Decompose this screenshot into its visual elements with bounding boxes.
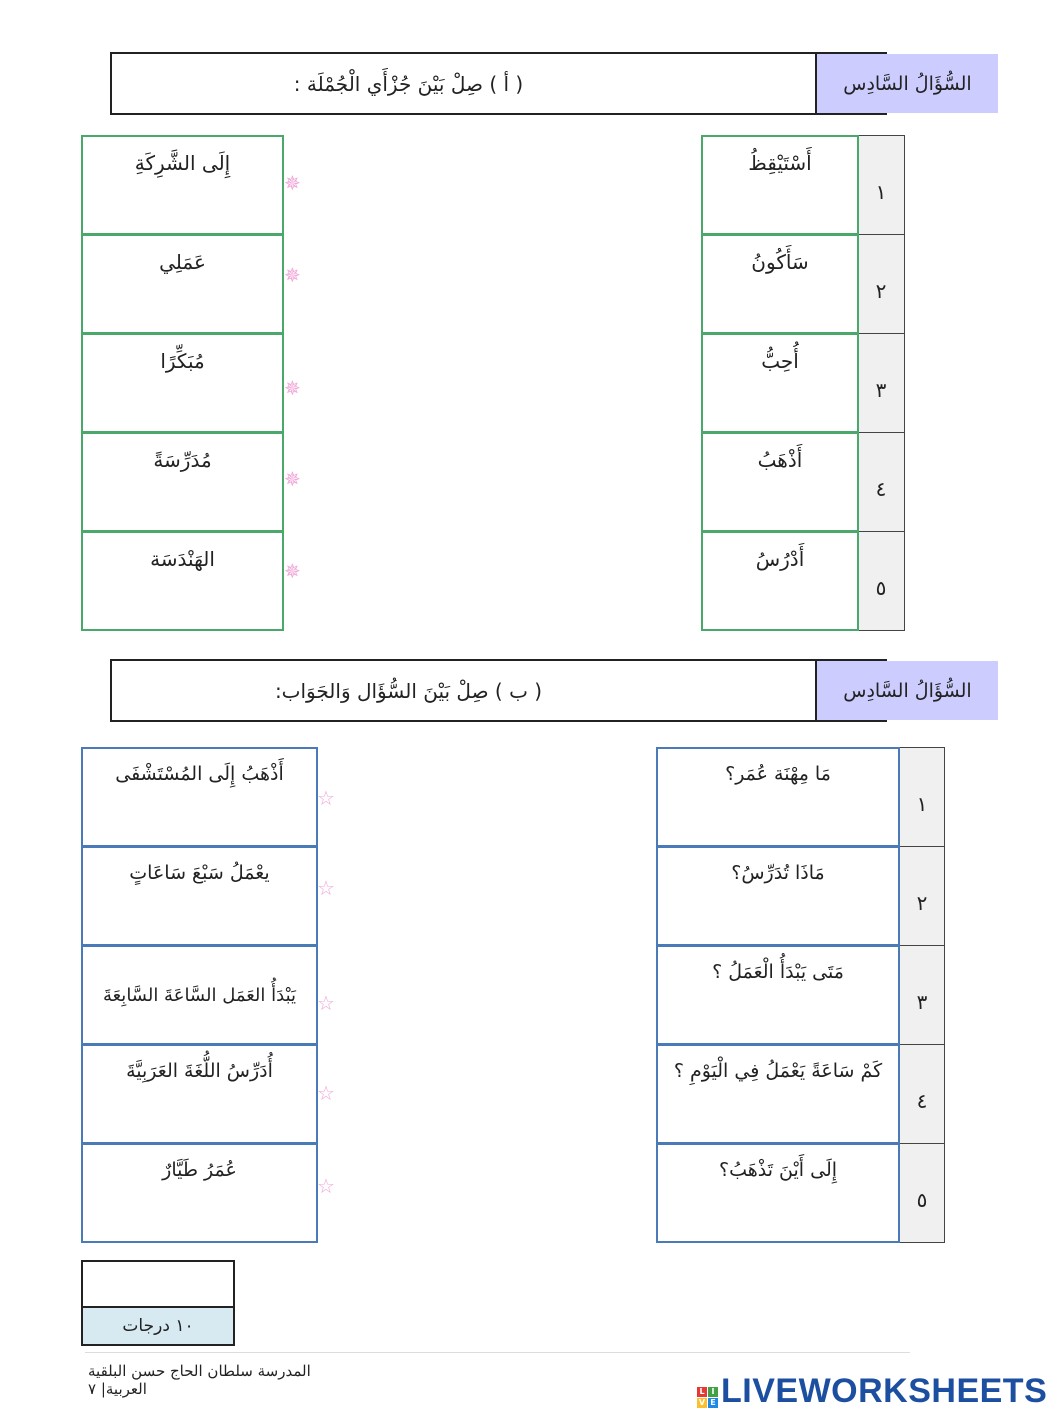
section-a-connector-star-icon[interactable]: ✵ xyxy=(284,376,301,400)
section-a-header xyxy=(110,52,972,115)
section-b-question[interactable]: كَمْ سَاعَةً يَعْمَلُ فِي الْيَوْمِ ؟ xyxy=(656,1044,900,1144)
section-a-row-number: ٣ xyxy=(857,333,905,433)
logo-badge-letter: V xyxy=(698,1398,706,1407)
section-b-question[interactable]: إِلَى أَيْنَ تَذْهَبُ؟ xyxy=(656,1143,900,1243)
section-b-title: السُّؤَالُ السَّادِس xyxy=(815,661,998,720)
section-a-right-item[interactable]: مُدَرِّسَةً xyxy=(81,432,284,532)
section-a-row-number: ٥ xyxy=(857,531,905,631)
section-b-question[interactable]: مَاذَا تُدَرِّسُ؟ xyxy=(656,846,900,946)
section-b-answer[interactable]: أُدَرِّسُ اللُّغَةَ العَرَبِيَّةَ xyxy=(81,1044,318,1144)
score-input-box[interactable] xyxy=(81,1260,235,1306)
section-b-question[interactable]: مَا مِهْنَة عُمَر؟ xyxy=(656,747,900,847)
section-a-right-item[interactable]: الهَنْدَسَة xyxy=(81,531,284,631)
logo-badge-letter: L xyxy=(697,1387,707,1397)
section-a-left-item[interactable]: أُحِبُّ xyxy=(701,333,859,433)
section-b-row-number: ١ xyxy=(899,747,945,847)
section-a-title: السُّؤَالُ السَّادِس xyxy=(815,54,998,113)
section-a-connector-star-icon[interactable]: ✵ xyxy=(284,171,301,195)
score-label: ١٠ درجات xyxy=(81,1306,235,1346)
section-b-answer[interactable]: يَبْدَأُ العَمَل السَّاعَةَ السَّابِعَةَ xyxy=(81,945,318,1045)
section-a-row-number: ١ xyxy=(857,135,905,235)
logo-badge-letter: E xyxy=(708,1398,718,1408)
section-b-instruction: ( ب ) صِلْ بَيْنَ السُّؤَال وَالجَوَاب: xyxy=(274,678,543,703)
section-a-right-item[interactable]: عَمَلِي xyxy=(81,234,284,334)
section-b-answer[interactable]: عُمَرُ طَيَّارٌ xyxy=(81,1143,318,1243)
footer-divider xyxy=(85,1352,910,1353)
section-b-answer[interactable]: أَذْهَبُ إِلَى المُسْتَشْفَى xyxy=(81,747,318,847)
logo-badge-letter: I xyxy=(708,1387,718,1397)
footer-text: المدرسة سلطان الحاج حسن البلقية العربية| ٧ xyxy=(88,1362,311,1398)
liveworksheets-logo xyxy=(697,1372,1047,1411)
section-a-instruction: ( أ ) صِلْ بَيْنَ جُزْأَي الْجُمْلَة : xyxy=(293,71,524,96)
section-b-connector-star-icon[interactable]: ☆ xyxy=(317,1174,335,1198)
brand-name: LIVEWORKSHEETS xyxy=(721,1372,1047,1410)
section-b-answer[interactable]: يعْمَلُ سَبْعَ سَاعَاتٍ xyxy=(81,846,318,946)
section-a-left-item[interactable]: سَأَكُونُ xyxy=(701,234,859,334)
section-a-connector-star-icon[interactable]: ✵ xyxy=(284,467,301,491)
section-b-row-number: ٣ xyxy=(899,945,945,1045)
section-a-left-item[interactable]: أَدْرُسُ xyxy=(701,531,859,631)
section-a-row-number: ٢ xyxy=(857,234,905,334)
section-b-connector-star-icon[interactable]: ☆ xyxy=(317,786,335,810)
section-a-connector-star-icon[interactable]: ✵ xyxy=(284,263,301,287)
logo-badge-icon xyxy=(697,1387,718,1408)
section-a-row-number: ٤ xyxy=(857,432,905,532)
section-a-left-item[interactable]: أَسْتَيْقِظُ xyxy=(701,135,859,235)
section-b-question[interactable]: مَتَى يَبْدَأُ الْعَمَلُ ؟ xyxy=(656,945,900,1045)
section-b-connector-star-icon[interactable]: ☆ xyxy=(317,1081,335,1105)
section-b-connector-star-icon[interactable]: ☆ xyxy=(317,876,335,900)
section-a-right-item[interactable]: إِلَى الشَّرِكَةِ xyxy=(81,135,284,235)
section-a-right-item[interactable]: مُبَكِّرًا xyxy=(81,333,284,433)
section-b-header xyxy=(110,659,972,722)
section-b-row-number: ٢ xyxy=(899,846,945,946)
section-b-row-number: ٥ xyxy=(899,1143,945,1243)
section-b-connector-star-icon[interactable]: ☆ xyxy=(317,991,335,1015)
section-a-left-item[interactable]: أَذْهَبُ xyxy=(701,432,859,532)
section-a-connector-star-icon[interactable]: ✵ xyxy=(284,559,301,583)
section-b-row-number: ٤ xyxy=(899,1044,945,1144)
